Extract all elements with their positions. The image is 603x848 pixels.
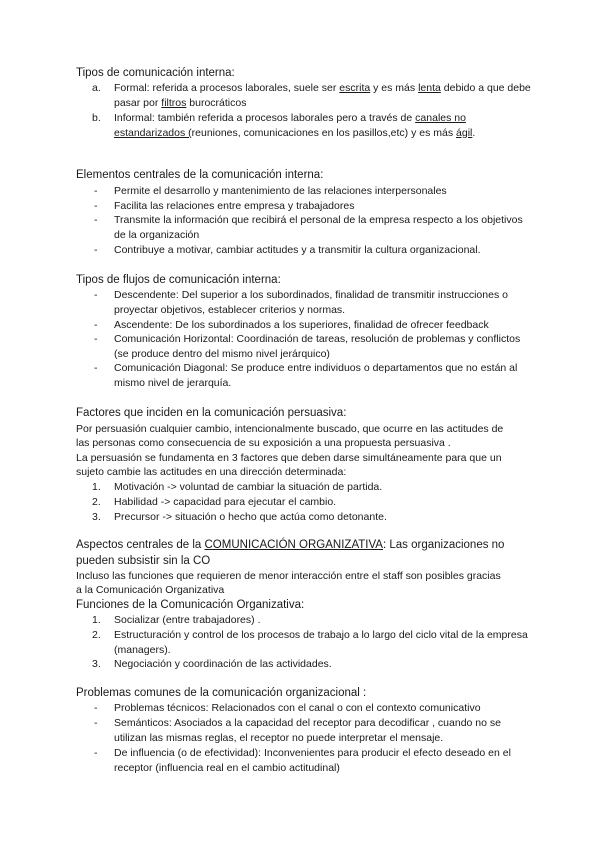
- flujos-heading: Tipos de flujos de comunicación interna:: [76, 274, 281, 286]
- list-marker: b.: [92, 112, 101, 124]
- paragraph-line: las personas como consecuencia de su exposición a una propuesta persuasiva .: [76, 437, 451, 449]
- list-item: - Facilita las relaciones entre empresa y trabajadores: [94, 200, 355, 212]
- paragraph-line: a la Comunicación Organizativa: [76, 584, 225, 596]
- list-item: [92, 111, 532, 140]
- aspectos-heading-line2: pueden subsistir sin la CO: [76, 555, 211, 567]
- list-item: - Descendente: Del superior a los subordinados, finalidad de transmitir instrucciones o proyectar objetivos, establecer criterios y normas.: [94, 289, 508, 316]
- funciones-heading: Funciones de la Comunicación Organizativa:: [76, 599, 305, 611]
- list-item: 2. Habilidad -> capacidad para ejecutar el cambio.: [92, 496, 337, 508]
- paragraph-line: Por persuasión cualquier cambio, intencionalmente buscado, que ocurre en las actitudes de: [76, 423, 504, 435]
- list-item: - Transmite la información que recibirá el personal de la empresa respecto a los objetivos de la organización: [94, 214, 523, 241]
- list-item: - Comunicación Horizontal: Coordinación de tareas, resolución de problemas y conflictos (se produce dentro del mismo nivel jerárquico): [94, 333, 521, 360]
- list-item: 3. Precursor -> situación o hecho que actúa como detonante.: [92, 511, 387, 523]
- list-item: 1. Motivación -> voluntad de cambiar la situación de partida.: [92, 481, 383, 493]
- list-item: - Semánticos: Asociados a la capacidad del receptor para decodificar , cuando no se utilizan las mismas reglas, el receptor no puede interpretar el mensaje.: [94, 717, 501, 744]
- list-marker: a.: [92, 82, 101, 94]
- list-item: [92, 81, 532, 110]
- paragraph-line: Incluso las funciones que requieren de menor interacción entre el staff son posibles gracias: [76, 570, 501, 582]
- paragraph-line: La persuasión se fundamenta en 3 factores que deben darse simultáneamente para que un: [76, 452, 502, 464]
- list-item: - Ascendente: De los subordinados a los superiores, finalidad de ofrecer feedback: [94, 319, 489, 331]
- list-item: - De influencia (o de efectividad): Inconvenientes para producir el efecto deseado en el receptor (influencia real en el cambio actitudinal): [94, 747, 511, 774]
- list-item: 1. Socializar (entre trabajadores) .: [92, 614, 261, 626]
- factores-heading: Factores que inciden en la comunicación persuasiva:: [76, 407, 347, 419]
- list-item-text: Informal: también referida a procesos laborales pero a través de canales no estandarizados (reuniones, comunicaciones en los pasillos,etc) y es más ágil.: [114, 112, 476, 139]
- list-item: - Comunicación Diagonal: Se produce entre individuos o departamentos que no están al mismo nivel de jerarquía.: [94, 362, 518, 389]
- aspectos-heading: Aspectos centrales de la COMUNICACIÓN ORGANIZATIVA: Las organizaciones no: [76, 539, 505, 551]
- list-item: - Contribuye a motivar, cambiar actitudes y a transmitir la cultura organizacional.: [94, 244, 481, 256]
- paragraph-line: sujeto cambie las actitudes en una dirección determinada:: [76, 466, 347, 478]
- problemas-heading: Problemas comunes de la comunicación organizacional :: [76, 687, 367, 699]
- list-item: 3. Negociación y coordinación de las actividades.: [92, 658, 332, 670]
- tipos-heading: Tipos de comunicación interna:: [76, 67, 235, 79]
- list-item: - Problemas técnicos: Relacionados con el canal o con el contexto comunicativo: [94, 702, 481, 714]
- elementos-heading: Elementos centrales de la comunicación interna:: [76, 169, 324, 181]
- list-item: - Permite el desarrollo y mantenimiento de las relaciones interpersonales: [94, 185, 447, 197]
- list-item-text: Formal: referida a procesos laborales, suele ser escrita y es más lenta debido a que debe pasar por filtros burocráticos: [114, 82, 531, 109]
- list-item: 2. Estructuración y control de los procesos de trabajo a lo largo del ciclo vital de la empresa (managers).: [92, 629, 528, 656]
